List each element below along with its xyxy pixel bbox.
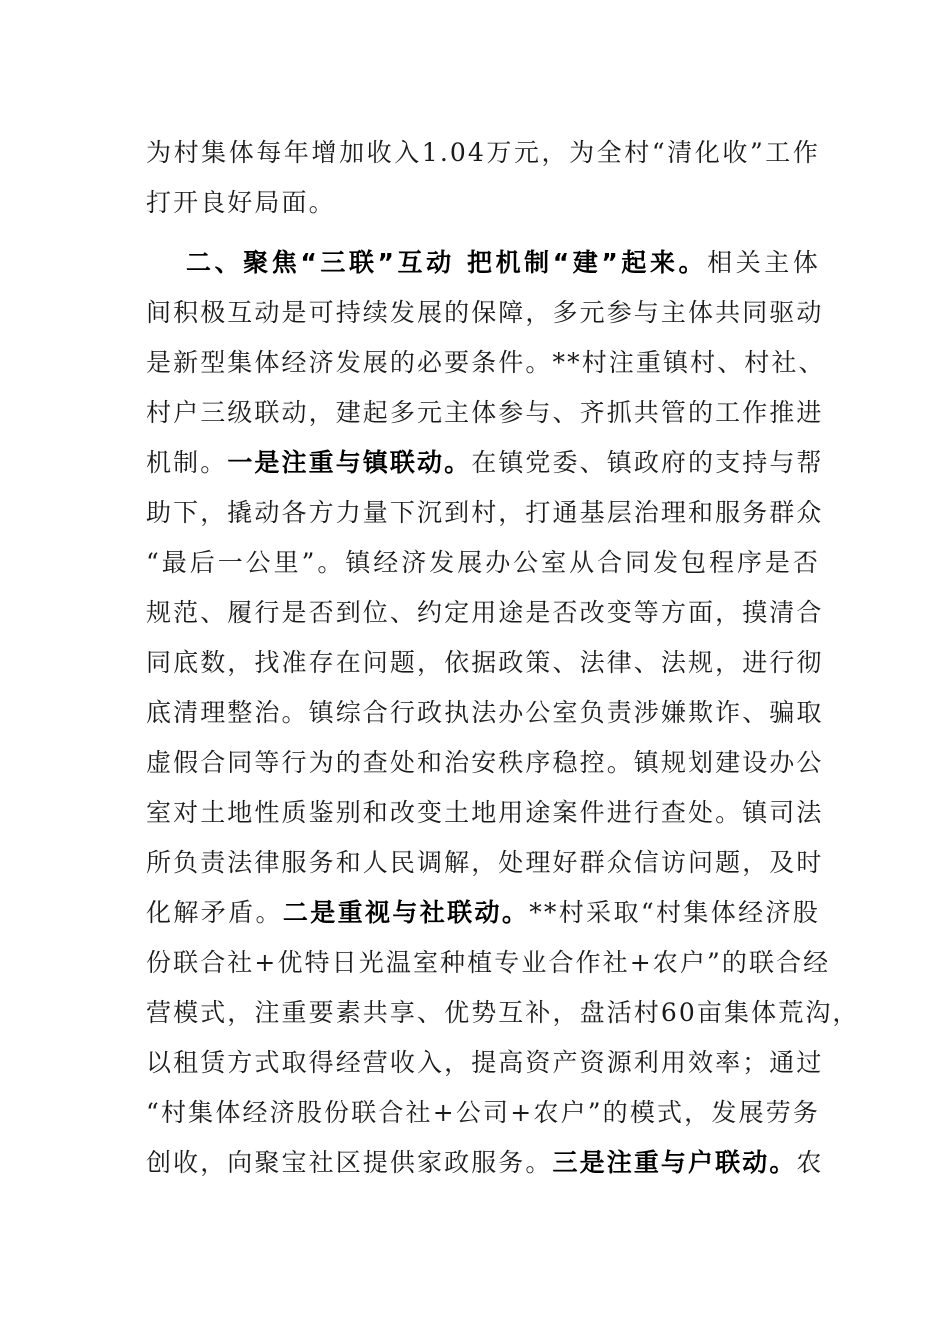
text-line: 室对土地性质鉴别和改变土地用途案件进行查处。镇司法 <box>146 798 824 827</box>
subheading-household-linkage: 三是注重与户联动。 <box>552 1148 797 1177</box>
subheading-town-linkage: 一是注重与镇联动。 <box>227 448 472 477</box>
subheading-community-linkage: 二是重视与社联动。 <box>282 898 530 927</box>
text-span: 创收，向聚宝社区提供家政服务。 <box>146 1148 553 1177</box>
text-line: 同底数，找准存在问题，依据政策、法律、法规，进行彻 <box>146 648 824 677</box>
text-span: 机制。 <box>146 448 228 477</box>
text-line: 是新型集体经济发展的必要条件。**村注重镇村、村社、 <box>146 348 826 377</box>
text-line: 营模式，注重要素共享、优势互补，盘活村60亩集体荒沟， <box>146 998 860 1027</box>
text-line: 份联合社+优特日光温室种植专业合作社+农户”的联合经 <box>146 948 831 977</box>
text-line: 以租赁方式取得经营收入，提高资产资源利用效率；通过 <box>146 1048 824 1077</box>
text-line: 村户三级联动，建起多元主体参与、齐抓共管的工作推进 <box>146 398 824 427</box>
text-span: 在镇党委、镇政府的支持与帮 <box>471 448 824 477</box>
text-line: “最后一公里”。镇经济发展办公室从合同发包程序是否 <box>146 548 820 577</box>
text-line: 打开良好局面。 <box>146 188 336 217</box>
text-span: 化解矛盾。 <box>146 898 283 927</box>
text-span: **村采取“村集体经济股 <box>529 898 820 927</box>
text-line <box>146 888 820 938</box>
section-heading: 二、聚焦“三联”互动 把机制“建”起来。 <box>186 248 708 277</box>
text-line: 助下，撬动各方力量下沉到村，打通基层治理和服务群众 <box>146 498 824 527</box>
text-line: 底清理整治。镇综合行政执法办公室负责涉嫌欺诈、骗取 <box>146 698 824 727</box>
text-line <box>146 1138 824 1188</box>
text-line: 虚假合同等行为的查处和治安秩序稳控。镇规划建设办公 <box>146 748 824 777</box>
text-line <box>146 438 824 488</box>
text-line <box>146 238 820 288</box>
text-line: 规范、履行是否到位、约定用途是否改变等方面，摸清合 <box>146 598 824 627</box>
text-line: 为村集体每年增加收入1.04万元，为全村“清化收”工作 <box>146 138 820 167</box>
text-line: “村集体经济股份联合社+公司+农户”的模式，发展劳务 <box>146 1098 820 1127</box>
paragraph-income <box>146 128 820 228</box>
text-span: 农 <box>796 1148 824 1177</box>
paragraph-three-linkage <box>146 238 860 1188</box>
text-line: 间积极互动是可持续发展的保障，多元参与主体共同驱动 <box>146 298 824 327</box>
text-span: 相关主体 <box>707 248 820 277</box>
text-line: 所负责法律服务和人民调解，处理好群众信访问题，及时 <box>146 848 824 877</box>
